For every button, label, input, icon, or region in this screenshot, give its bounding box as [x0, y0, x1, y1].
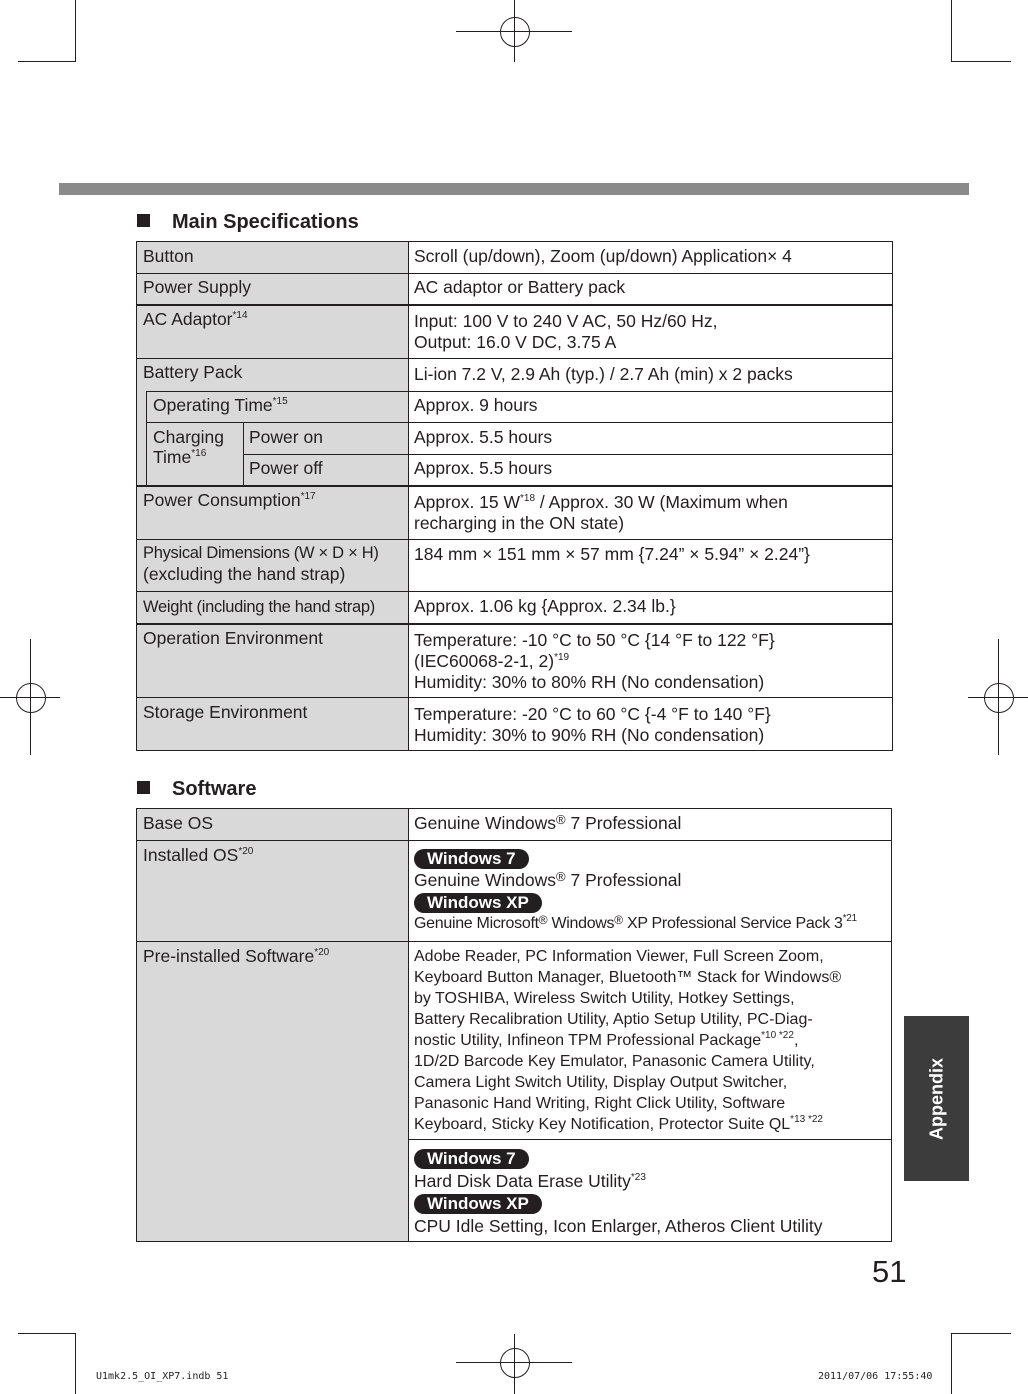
- weight-value: Approx. 1.06 kg {Approx. 2.34 lb.}: [408, 592, 892, 623]
- preinstalled-os-specific-value: Windows 7 Hard Disk Data Erase Utility$^{*23}$ Windows XP CPU Idle Setting, Icon Enlarger, Atheros Client Utility: [408, 1140, 892, 1241]
- power-off-label: Power off: [243, 454, 408, 485]
- storage-environment-value: Temperature: -20 °C to 60 °C {-4 °F to 140 °F} Humidity: 30% to 90% RH (No condensation): [408, 698, 892, 750]
- ac-adaptor-label: AC Adaptor$^{*14}$: [137, 305, 408, 358]
- slug-left: U1mk2.5_OI_XP7.indb 51: [96, 1371, 229, 1382]
- windows-7-badge: Windows 7: [414, 849, 529, 869]
- operation-environment-label: Operation Environment: [137, 624, 408, 698]
- charging-time-label: Charging Time$^{*16}$: [147, 423, 243, 485]
- operating-time-label: Operating Time$^{*15}$: [147, 391, 408, 422]
- storage-environment-label: Storage Environment: [137, 698, 408, 750]
- windows-xp-badge: Windows XP: [414, 893, 542, 913]
- button-label: Button: [137, 242, 408, 273]
- power-supply-value: AC adaptor or Battery pack: [408, 273, 892, 304]
- weight-label: Weight (including the hand strap): [137, 592, 408, 623]
- installed-os-value: Windows 7 Genuine Windows® 7 Professional Windows XP Genuine Microsoft® Windows® XP Professional Service Pack 3$^{*21}$: [408, 841, 892, 941]
- appendix-tab: Appendix: [904, 1016, 969, 1181]
- base-os-value: Genuine Windows® 7 Professional: [408, 809, 892, 840]
- main-specs-heading: Main Specifications: [137, 211, 359, 234]
- battery-pack-label: Battery Pack: [137, 358, 408, 391]
- software-heading: Software: [137, 778, 256, 801]
- power-on-label: Power on: [243, 423, 408, 454]
- windows-7-badge: Windows 7: [414, 1149, 529, 1169]
- page-number: 51: [872, 1254, 907, 1289]
- operation-environment-value: Temperature: -10 °C to 50 °C {14 °F to 122 °F} (IEC60068-2-1, 2)$^{*19}$ Humidity: 30% to 80% RH (No condensation): [408, 624, 892, 698]
- operating-time-value: Approx. 9 hours: [408, 391, 892, 422]
- power-on-value: Approx. 5.5 hours: [408, 423, 892, 454]
- square-bullet-icon: [137, 781, 150, 794]
- power-off-value: Approx. 5.5 hours: [408, 454, 892, 485]
- button-value: Scroll (up/down), Zoom (up/down) Application× 4: [408, 242, 892, 273]
- ac-adaptor-value: Input: 100 V to 240 V AC, 50 Hz/60 Hz, Output: 16.0 V DC, 3.75 A: [408, 305, 892, 358]
- preinstalled-software-value: Adobe Reader, PC Information Viewer, Full Screen Zoom, Keyboard Button Manager, Bluetooth™ Stack for Windows® by TOSHIBA, Wireless Switch Utility, Hotkey Settings, Battery Recalibration Utility, Aptio Setup Utility, PC-Diag- nostic Utility, Infineon TPM Professional Package$^{*10 *22}$, 1D/2D Barcode Key Emulator, Panasonic Camera Utility, Camera Light Switch Utility, Display Output Switcher, Panasonic Hand Writing, Right Click Utility, Software Keyboard, Sticky Key Notification, Protector Suite $QL^{*13 *22}$: [408, 942, 892, 1139]
- battery-pack-value: Li-ion 7.2 V, 2.9 Ah (typ.) / 2.7 Ah (min) x 2 packs: [408, 358, 892, 391]
- dimensions-label: Physical Dimensions (W × D × H) (excluding the hand strap): [137, 540, 408, 591]
- base-os-label: Base OS: [137, 809, 408, 840]
- installed-os-label: Installed OS$^{*20}$: [137, 841, 408, 941]
- preinstalled-software-label: Pre-installed Software$^{*20}$: [137, 942, 408, 1241]
- power-supply-label: Power Supply: [137, 273, 408, 304]
- square-bullet-icon: [137, 214, 150, 227]
- windows-xp-badge: Windows XP: [414, 1194, 542, 1214]
- power-consumption-label: Power Consumption$^{*17}$: [137, 486, 408, 539]
- power-consumption-value: Approx. 15 $W^{*18}$ / Approx. 30 W (Maximum when recharging in the ON state): [408, 486, 892, 539]
- dimensions-value: 184 mm × 151 mm × 57 mm {7.24” × 5.94” × 2.24”}: [408, 540, 892, 591]
- header-bar: [59, 183, 969, 195]
- slug-right: 2011/07/06 17:55:40: [818, 1371, 933, 1382]
